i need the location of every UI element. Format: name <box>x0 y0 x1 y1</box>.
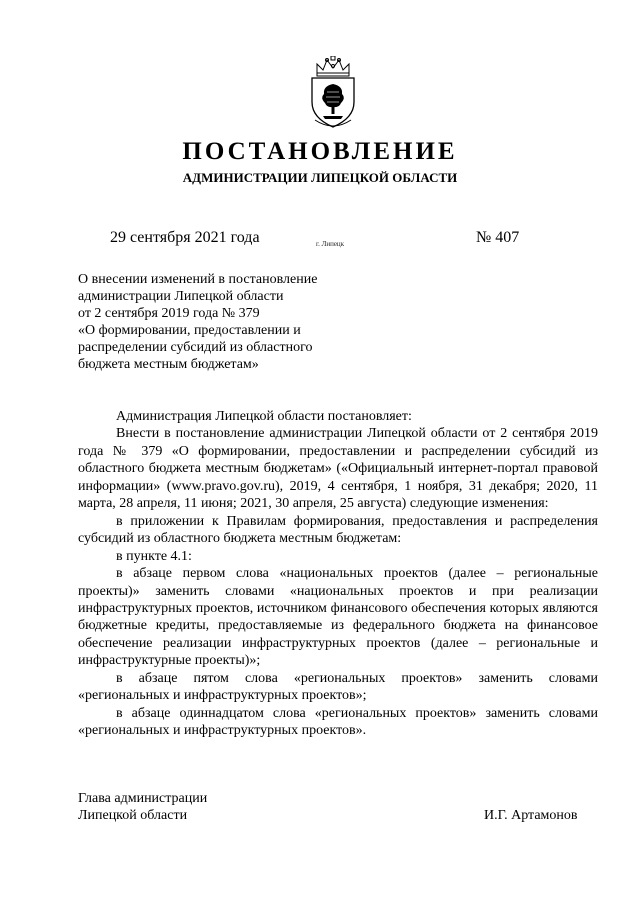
body-paragraph: в приложении к Правилам формирования, предоставления и распределения субсидий из областного бюджета местным бюджетам: <box>78 513 598 547</box>
signatory-position-line: Глава администрации <box>78 791 208 806</box>
body-paragraph: в абзаце первом слова «национальных проектов (далее – региональные проекты)» заменить словами «национальных проектов и при реализации инфраструктурных проектов, источником финансового обеспечения которых являются бюджетные кредиты, предоставляемые из федерального бюджета на финансовое обеспечение реализации инфраструктурных проектов (далее – региональные и инфраструктурные проекты)»; <box>78 566 598 669</box>
body-paragraph: в абзаце одиннадцатом слова «региональных проектов» заменить словами «региональных и инфраструктурных проектов». <box>78 705 598 739</box>
signatory-position <box>78 790 207 824</box>
body-paragraph: Внести в постановление администрации Липецкой области от 2 сентября 2019 года № 379 «О формировании, предоставлении и распределении субсидий из областного бюджета местным бюджетам» («Официальный интернет-портал правовой информации» (www.pravo.gov.ru), 2019, 4 сентября, 1 ноября, 31 декабря; 2020, 11 марта, 28 апреля, 11 июня; 2021, 30 апреля, 25 августа) следующие изменения: <box>78 426 598 512</box>
signatory-position-line: Липецкой области <box>78 808 188 823</box>
subject-line: администрации Липецкой области <box>78 289 284 304</box>
document-body <box>78 408 598 740</box>
document-title: ПОСТАНОВЛЕНИЕ <box>182 138 458 165</box>
issuing-authority: АДМИНИСТРАЦИИ ЛИПЕЦКОЙ ОБЛАСТИ <box>182 170 458 185</box>
body-paragraph: в абзаце пятом слова «региональных проектов» заменить словами «региональных и инфраструктурных проектов»; <box>78 670 598 704</box>
subject-line: О внесении изменений в постановление <box>78 272 318 287</box>
subject-line: распределении субсидий из областного <box>78 340 313 355</box>
coat-of-arms-icon <box>303 56 363 130</box>
body-paragraph: в пункте 4.1: <box>116 548 192 564</box>
document-subject <box>78 271 378 373</box>
subject-line: «О формировании, предоставлении и <box>78 323 301 338</box>
subject-line: бюджета местным бюджетам» <box>78 357 259 372</box>
document-date: 29 сентября 2021 года <box>110 229 260 246</box>
signatory-name: И.Г. Артамонов <box>484 808 578 823</box>
subject-line: от 2 сентября 2019 года № 379 <box>78 306 260 321</box>
body-paragraph: Администрация Липецкой области постановляет: <box>116 409 412 424</box>
document-number: № 407 <box>476 229 520 246</box>
document-city: г. Липецк <box>316 240 345 248</box>
